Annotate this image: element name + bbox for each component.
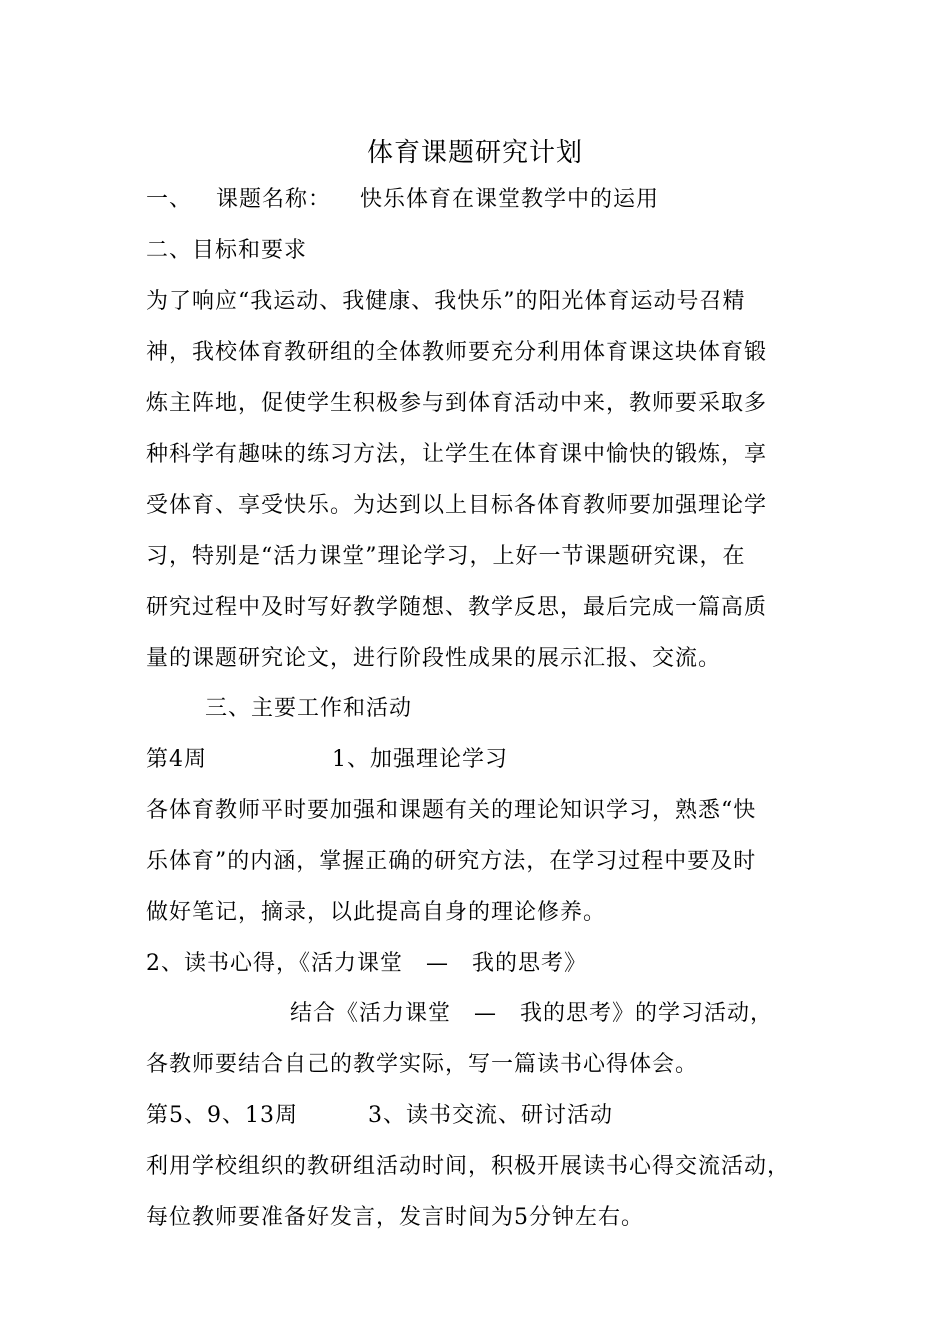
para1-line: 炼主阵地，促使学生积极参与到体育活动中来，教师要采取多 bbox=[146, 391, 768, 416]
para1-line: 研究过程中及时写好教学随想、教学反思，最后完成一篇高质 bbox=[146, 595, 768, 620]
section1-number: 一、 bbox=[146, 187, 193, 212]
week5-item: 3、读书交流、研讨活动 bbox=[368, 1103, 613, 1128]
week5-label: 第5、9、13周 bbox=[146, 1103, 298, 1128]
section1-label: 课题名称： bbox=[216, 187, 332, 212]
section3-heading: 三、主要工作和活动 bbox=[205, 696, 413, 721]
para3-line: 各教师要结合自己的教学实际，写一篇读书心得体会。 bbox=[146, 1052, 699, 1077]
para1-line: 神，我校体育教研组的全体教师要充分利用体育课这块体育锻 bbox=[146, 340, 768, 365]
week4-item: 1、加强理论学习 bbox=[332, 747, 508, 772]
para1-line: 量的课题研究论文，进行阶段性成果的展示汇报、交流。 bbox=[146, 646, 722, 671]
para3-line: 结合《活力课堂 — 我的思考》的学习活动， bbox=[290, 1001, 774, 1026]
para2-line: 做好笔记，摘录，以此提高自身的理论修养。 bbox=[146, 900, 607, 925]
para1-line: 为了响应“我运动、我健康、我快乐”的阳光体育运动号召精 bbox=[146, 289, 746, 314]
para4-line: 利用学校组织的教研组活动时间，积极开展读书心得交流活动， bbox=[146, 1154, 791, 1179]
section1-value: 快乐体育在课堂教学中的运用 bbox=[360, 187, 660, 212]
document-title: 体育课题研究计划 bbox=[366, 138, 583, 168]
para1-line: 受体育、享受快乐。为达到以上目标各体育教师要加强理论学 bbox=[146, 493, 768, 518]
para2-line: 乐体育”的内涵，掌握正确的研究方法，在学习过程中要及时 bbox=[146, 849, 757, 874]
para2-line: 各体育教师平时要加强和课题有关的理论知识学习，熟悉“快 bbox=[146, 798, 757, 823]
para4-line: 每位教师要准备好发言，发言时间为5分钟左右。 bbox=[146, 1205, 644, 1230]
para1-line: 种科学有趣味的练习方法，让学生在体育课中愉快的锻炼，享 bbox=[146, 442, 768, 467]
week4-label: 第4周 bbox=[146, 747, 207, 772]
para1-line: 习，特别是“活力课堂”理论学习，上好一节课题研究课，在 bbox=[146, 544, 746, 569]
item2-heading: 2、读书心得，《活力课堂 — 我的思考》 bbox=[146, 951, 587, 976]
section2-heading: 二、目标和要求 bbox=[146, 238, 308, 263]
